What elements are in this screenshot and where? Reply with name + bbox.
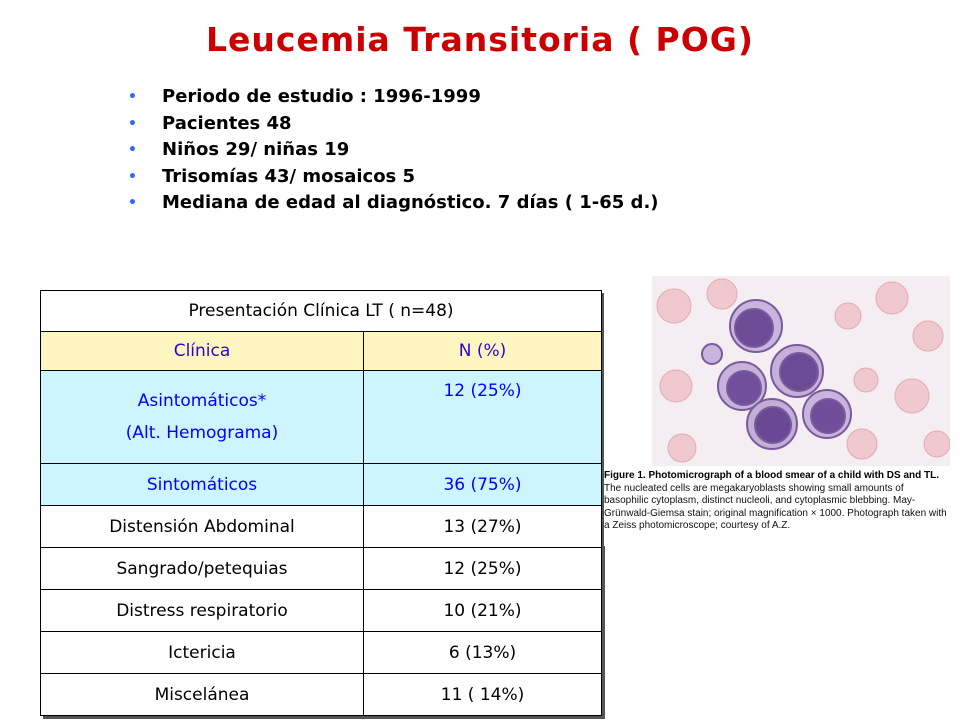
bullet-item bbox=[128, 164, 659, 191]
row-value: 6 (13%) bbox=[364, 632, 602, 674]
row-label: Miscelánea bbox=[41, 674, 364, 716]
blood-smear-photo bbox=[652, 276, 950, 466]
bullet-text: Periodo de estudio : 1996-1999 bbox=[162, 86, 481, 107]
bullet-item bbox=[128, 111, 659, 138]
table-row bbox=[41, 548, 602, 590]
row-label-line: (Alt. Hemograma) bbox=[125, 423, 279, 443]
row-label: Distress respiratorio bbox=[41, 590, 364, 632]
row-label: Sintomáticos bbox=[41, 464, 364, 506]
figure-caption-lead: Figure 1. Photomicrograph of a blood smear of a child with DS and TL. bbox=[604, 470, 940, 481]
clinical-presentation-table bbox=[40, 290, 602, 716]
bullet-dot-icon: • bbox=[128, 168, 137, 185]
column-header-clinica: Clínica bbox=[41, 332, 364, 371]
table-caption: Presentación Clínica LT ( n=48) bbox=[41, 291, 602, 332]
bullet-dot-icon: • bbox=[128, 195, 137, 211]
bullet-text: Niños 29/ niñas 19 bbox=[162, 139, 350, 160]
table-row bbox=[41, 632, 602, 674]
row-label: Ictericia bbox=[41, 632, 364, 674]
table-row bbox=[41, 506, 602, 548]
row-value: 13 (27%) bbox=[364, 506, 602, 548]
bullet-dot-icon: • bbox=[128, 142, 137, 158]
bullet-dot-icon: • bbox=[128, 89, 137, 105]
bullet-item bbox=[128, 190, 659, 217]
row-label bbox=[41, 371, 364, 464]
bullet-text: Trisomías 43/ mosaicos 5 bbox=[162, 165, 416, 187]
table-row bbox=[41, 590, 602, 632]
row-value: 12 (25%) bbox=[364, 371, 602, 464]
column-header-n-percent: N (%) bbox=[364, 332, 602, 371]
figure-caption bbox=[604, 470, 950, 533]
page-title: Leucemia Transitoria ( POG) bbox=[206, 20, 754, 59]
bullet-text: Pacientes 48 bbox=[162, 112, 292, 134]
row-label: Sangrado/petequias bbox=[41, 548, 364, 590]
row-label: Distensión Abdominal bbox=[41, 506, 364, 548]
row-value: 11 ( 14%) bbox=[364, 674, 602, 716]
blood-smear-image bbox=[652, 276, 950, 466]
bullet-text: Mediana de edad al diagnóstico. 7 días ( 1-65 d.) bbox=[162, 192, 659, 213]
table-row bbox=[41, 674, 602, 716]
figure-caption-body: The nucleated cells are megakaryoblasts showing small amounts of basophilic cytoplasm, distinct nucleoli, and cytoplasmic blebbing. May-Grünwald-Giemsa stain; original magnification × 1000. Photograph taken with a Zeiss photomicroscope; courtesy of A.Z. bbox=[604, 482, 947, 531]
summary-bullet-list bbox=[128, 84, 659, 217]
row-value: 36 (75%) bbox=[364, 464, 602, 506]
table-row-sintomaticos bbox=[41, 464, 602, 506]
bullet-dot-icon: • bbox=[128, 115, 137, 132]
row-value: 12 (25%) bbox=[364, 548, 602, 590]
bullet-item bbox=[128, 137, 659, 164]
bullet-item bbox=[128, 84, 659, 111]
table-row-asintomaticos bbox=[41, 371, 602, 464]
row-label-line: Asintomáticos* bbox=[137, 391, 267, 411]
row-value: 10 (21%) bbox=[364, 590, 602, 632]
figure-panel bbox=[604, 276, 950, 546]
table-header-row bbox=[41, 332, 602, 371]
